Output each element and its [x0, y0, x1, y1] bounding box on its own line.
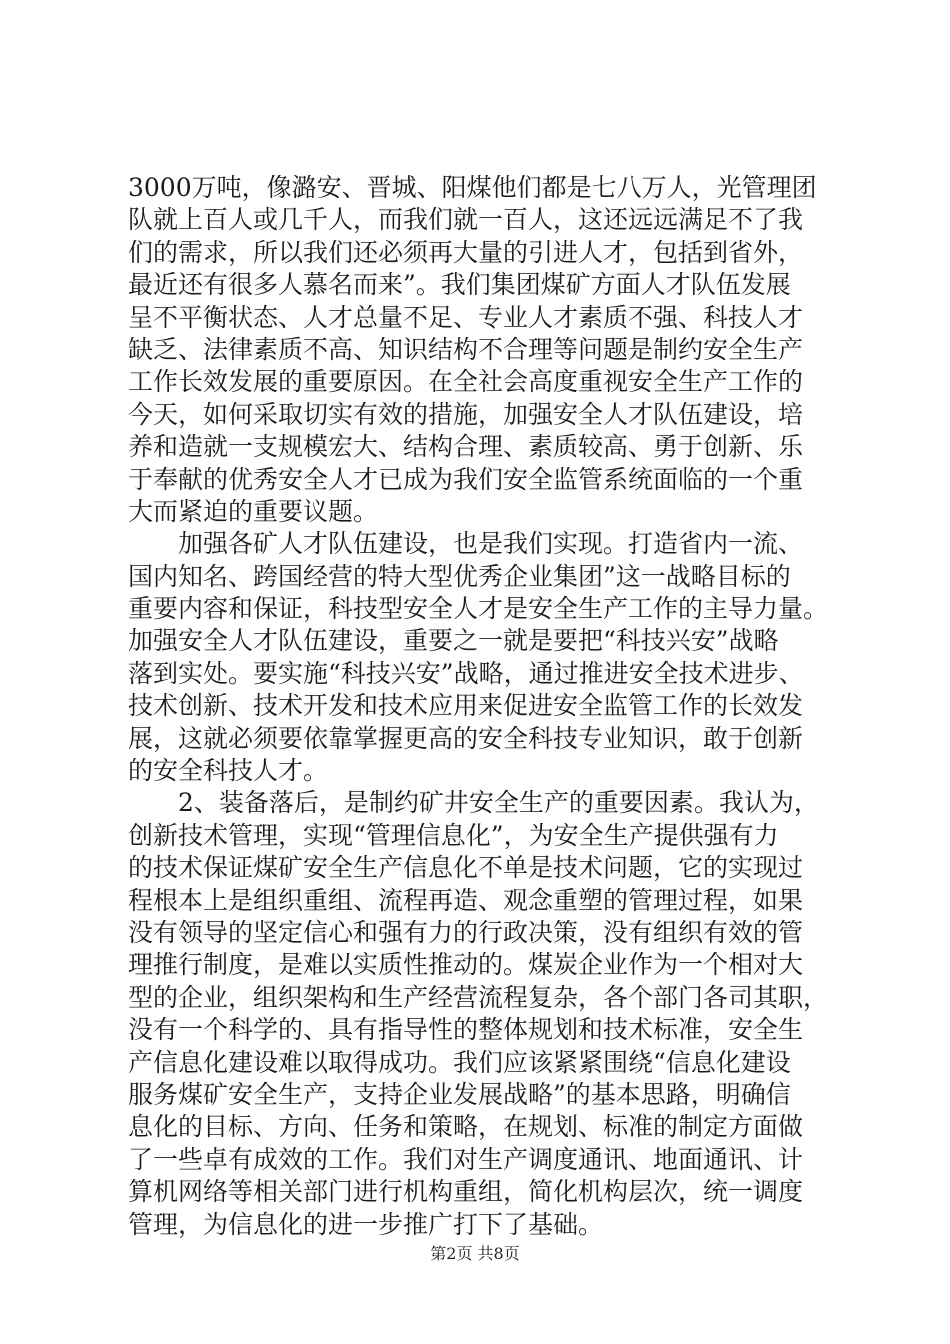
text-line: 国内知名、跨国经营的特大型优秀企业集团”这一战略目标的	[128, 561, 791, 591]
text-line: 管理，为信息化的进一步推广打下了基础。	[128, 1209, 604, 1239]
text-line: 呈不平衡状态、人才总量不足、专业人才素质不强、科技人才	[128, 302, 804, 332]
text-line: 技术创新、技术开发和技术应用来促进安全监管工作的长效发	[128, 691, 804, 721]
text-line: 展，这就必须要依靠掌握更高的安全科技专业知识，敢于创新	[128, 723, 804, 753]
text-line: 了一些卓有成效的工作。我们对生产调度通讯、地面通讯、计	[128, 1144, 804, 1174]
text-line: 加强各矿人才队伍建设，也是我们实现。打造省内一流、	[178, 529, 804, 559]
text-line: 队就上百人或几千人，而我们就一百人，这还远远满足不了我	[128, 205, 804, 235]
text-line: 没有领导的坚定信心和强有力的行政决策，没有组织有效的管	[128, 917, 804, 947]
text-line: 大而紧迫的重要议题。	[128, 496, 379, 526]
text-line: 3000万吨，像潞安、晋城、阳煤他们都是七八万人，光管理团	[128, 173, 817, 202]
text-line: 没有一个科学的、具有指导性的整体规划和技术标准，安全生	[128, 1015, 804, 1045]
text-line: 型的企业，组织架构和生产经营流程复杂，各个部门各司其职，	[128, 982, 829, 1012]
text-line: 工作长效发展的重要原因。在全社会高度重视安全生产工作的	[128, 367, 804, 397]
text-line: 算机网络等相关部门进行机构重组，简化机构层次，统一调度	[128, 1177, 804, 1207]
text-line: 服务煤矿安全生产，支持企业发展战略”的基本思路，明确信	[128, 1079, 791, 1109]
document-body	[128, 172, 828, 1241]
text-line: 最近还有很多人慕名而来”。我们集团煤矿方面人才队伍发展	[128, 270, 791, 300]
text-line: 们的需求，所以我们还必须再大量的引进人才，包括到省外，	[128, 237, 804, 267]
text-line: 息化的目标、方向、任务和策略，在规划、标准的制定方面做	[128, 1112, 804, 1142]
text-line: 创新技术管理，实现“管理信息化”，为安全生产提供强有力	[128, 820, 779, 850]
text-line: 于奉献的优秀安全人才已成为我们安全监管系统面临的一个重	[128, 464, 804, 494]
text-line: 落到实处。要实施“科技兴安”战略，通过推进安全技术进步、	[128, 658, 804, 688]
text-line: 理推行制度，是难以实质性推动的。煤炭企业作为一个相对大	[128, 950, 804, 980]
text-line: 程根本上是组织重组、流程再造、观念重塑的管理过程，如果	[128, 885, 804, 915]
text-line: 2、装备落后，是制约矿井安全生产的重要因素。我认为，	[178, 788, 819, 818]
text-line: 的技术保证煤矿安全生产信息化不单是技术问题，它的实现过	[128, 853, 804, 883]
text-line: 今天，如何采取切实有效的措施，加强安全人才队伍建设，培	[128, 399, 804, 429]
text-line: 加强安全人才队伍建设，重要之一就是要把“科技兴安”战略	[128, 626, 779, 656]
text-line: 重要内容和保证，科技型安全人才是安全生产工作的主导力量。	[128, 594, 829, 624]
text-line: 养和造就一支规模宏大、结构合理、素质较高、勇于创新、乐	[128, 432, 804, 462]
page-footer: 第2页 共8页	[430, 1244, 520, 1263]
text-line: 产信息化建设难以取得成功。我们应该紧紧围绕“信息化建设	[128, 1047, 791, 1077]
text-line: 的安全科技人才。	[128, 756, 329, 786]
text-line: 缺乏、法律素质不高、知识结构不合理等问题是制约安全生产	[128, 334, 804, 364]
